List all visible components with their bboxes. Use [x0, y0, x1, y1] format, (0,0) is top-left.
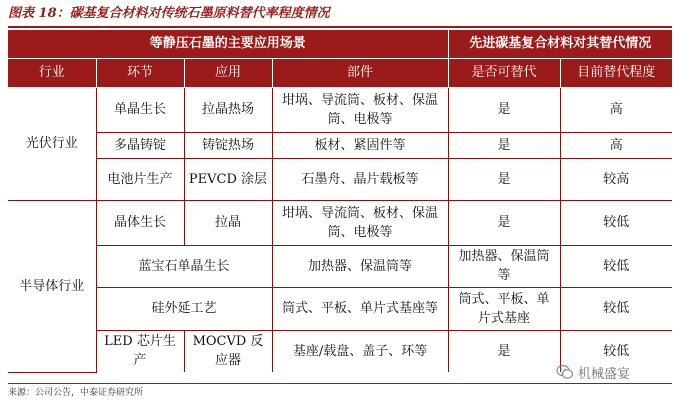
table-row — [8, 245, 672, 287]
bottom-rule — [8, 383, 672, 384]
industry-pv: 光伏行业 — [8, 87, 96, 200]
cell-degree: 较低 — [560, 200, 672, 245]
cell-parts: 板材、紧固件等 — [272, 132, 448, 158]
watermark-text: 机械盛宴 — [578, 366, 631, 382]
col-header-stage: 环节 — [96, 58, 184, 87]
wechat-icon — [556, 363, 574, 381]
cell-replaceable: 是 — [448, 158, 560, 200]
figure-title: 图表 18：碳基复合材料对传统石墨原料替代率程度情况 — [8, 4, 672, 28]
cell-parts: 石墨舟、晶片载板等 — [272, 158, 448, 200]
cell-replaceable: 筒式、平板、单片式基座 — [448, 287, 560, 330]
cell-parts: 筒式、平板、单片式基座等 — [272, 287, 448, 330]
group-header-scenarios: 等静压石墨的主要应用场景 — [8, 30, 448, 58]
cell-degree: 较低 — [560, 287, 672, 330]
cell-degree: 较低 — [603, 343, 630, 359]
cell-application: 拉晶 — [184, 200, 272, 245]
cell-stage: LED 芯片生产 — [96, 330, 184, 372]
table-row — [8, 200, 672, 245]
cell-parts: 坩埚、导流筒、板材、保温筒、电极等 — [272, 200, 448, 245]
col-header-replaceable: 是否可替代 — [448, 58, 560, 87]
cell-replaceable: 是 — [448, 87, 560, 132]
cell-parts: 坩埚、导流筒、板材、保温筒、电极等 — [272, 87, 448, 132]
cell-stage: 电池片生产 — [96, 158, 184, 200]
wechat-watermark — [556, 361, 630, 383]
col-header-parts: 部件 — [272, 58, 448, 87]
table-row — [8, 287, 672, 330]
cell-degree: 较高 — [560, 158, 672, 200]
cell-replaceable: 是 — [448, 330, 560, 372]
table-row — [8, 158, 672, 200]
cell-application: 铸锭热场 — [184, 132, 272, 158]
col-header-application: 应用 — [184, 58, 272, 87]
cell-parts: 加热器、保温筒等 — [272, 245, 448, 287]
table-row — [8, 132, 672, 158]
col-header-degree: 目前替代程度 — [560, 58, 672, 87]
cell-replaceable: 是 — [448, 200, 560, 245]
cell-degree: 较低 — [560, 245, 672, 287]
cell-stage: 蓝宝石单晶生长 — [96, 245, 272, 287]
cell-stage: 单晶生长 — [96, 87, 184, 132]
industry-semiconductor: 半导体行业 — [8, 200, 96, 372]
source-note: 来源：公司公告，中泰证券研究所 — [8, 388, 144, 398]
cell-parts: 基座/载盘、盖子、环等 — [272, 330, 448, 372]
table-row — [8, 87, 672, 132]
cell-stage: 晶体生长 — [96, 200, 184, 245]
cell-replaceable: 是 — [448, 132, 560, 158]
cell-application: PEVCD 涂层 — [184, 158, 272, 200]
cell-degree: 高 — [560, 132, 672, 158]
cell-application: 拉晶热场 — [184, 87, 272, 132]
cell-stage: 多晶铸锭 — [96, 132, 184, 158]
replacement-table — [8, 30, 672, 373]
cell-application: MOCVD 反应器 — [184, 330, 272, 372]
group-header-replacement: 先进碳基复合材料对其替代情况 — [448, 30, 672, 58]
col-header-industry: 行业 — [8, 58, 96, 87]
cell-replaceable: 加热器、保温筒等 — [448, 245, 560, 287]
cell-degree: 高 — [560, 87, 672, 132]
cell-stage: 硅外延工艺 — [96, 287, 272, 330]
